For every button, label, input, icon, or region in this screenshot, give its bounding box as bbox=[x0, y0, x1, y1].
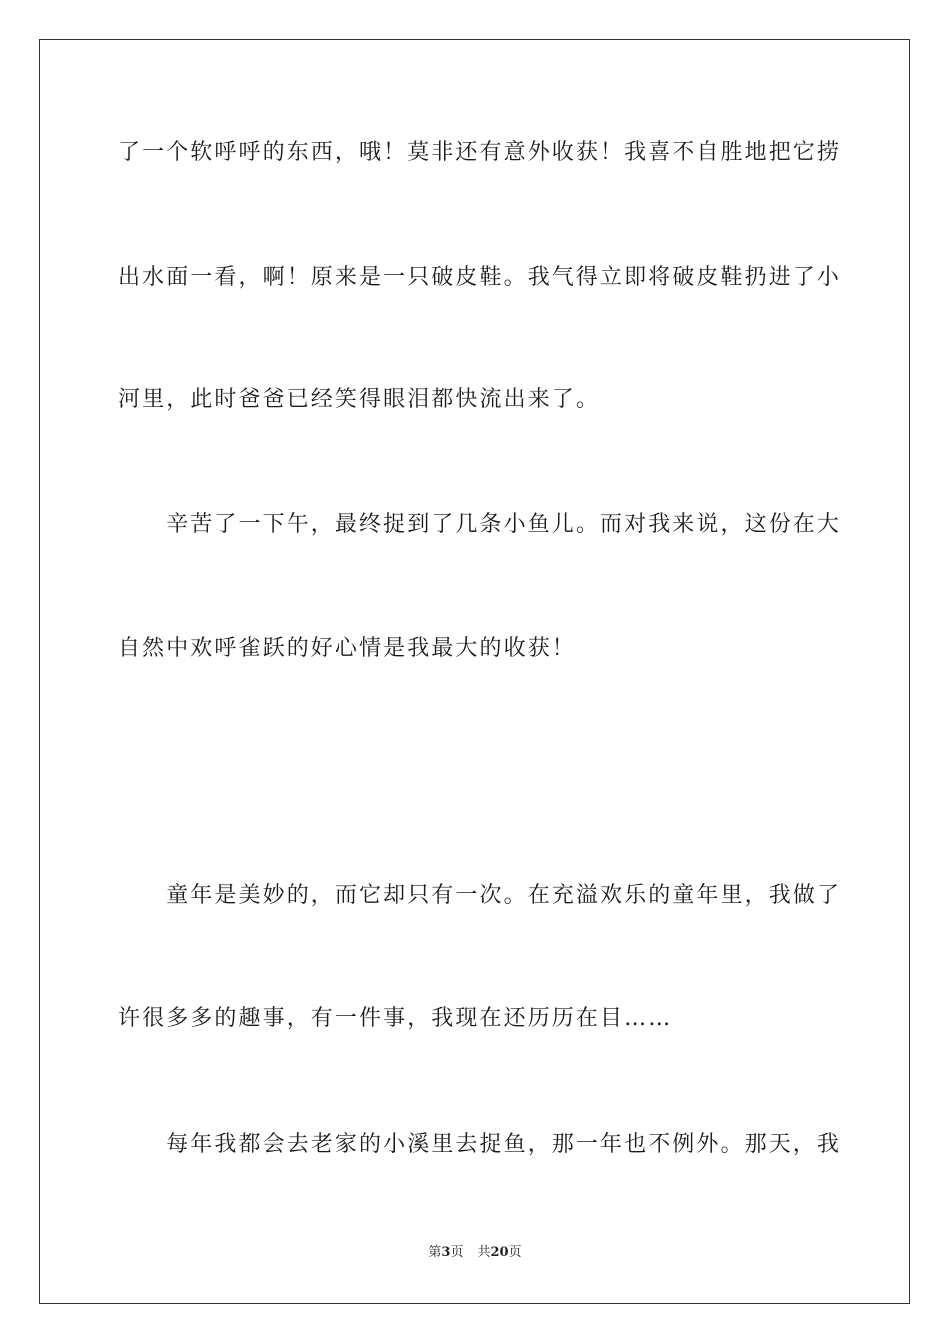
text-line-8: 每年我都会去老家的小溪里去捉鱼，那一年也不例外。那天，我 bbox=[118, 1132, 842, 1157]
text-line-6: 童年是美妙的，而它却只有一次。在充溢欢乐的童年里，我做了 bbox=[118, 883, 842, 908]
total-prefix: 共 bbox=[477, 1245, 491, 1260]
text-line-3: 河里，此时爸爸已经笑得眼泪都快流出来了。 bbox=[118, 387, 601, 412]
text-line-5: 自然中欢呼雀跃的好心情是我最大的收获！ bbox=[118, 636, 576, 661]
page-suffix: 页 bbox=[450, 1245, 464, 1260]
total-suffix: 页 bbox=[508, 1245, 522, 1260]
text-line-4: 辛苦了一下午，最终捉到了几条小鱼儿。而对我来说，这份在大 bbox=[118, 512, 842, 537]
page-prefix: 第 bbox=[428, 1245, 442, 1260]
text-line-7: 许很多多的趣事，有一件事，我现在还历历在目…… bbox=[118, 1006, 673, 1031]
text-line-2: 出水面一看，啊！原来是一只破皮鞋。我气得立即将破皮鞋扔进了小 bbox=[118, 265, 842, 290]
page-footer bbox=[0, 1244, 950, 1262]
page-border bbox=[39, 39, 910, 1304]
page-current: 3 bbox=[441, 1245, 451, 1260]
text-line-1: 了一个软呼呼的东西，哦！莫非还有意外收获！我喜不自胜地把它捞 bbox=[118, 140, 842, 165]
page-total: 20 bbox=[490, 1245, 509, 1260]
